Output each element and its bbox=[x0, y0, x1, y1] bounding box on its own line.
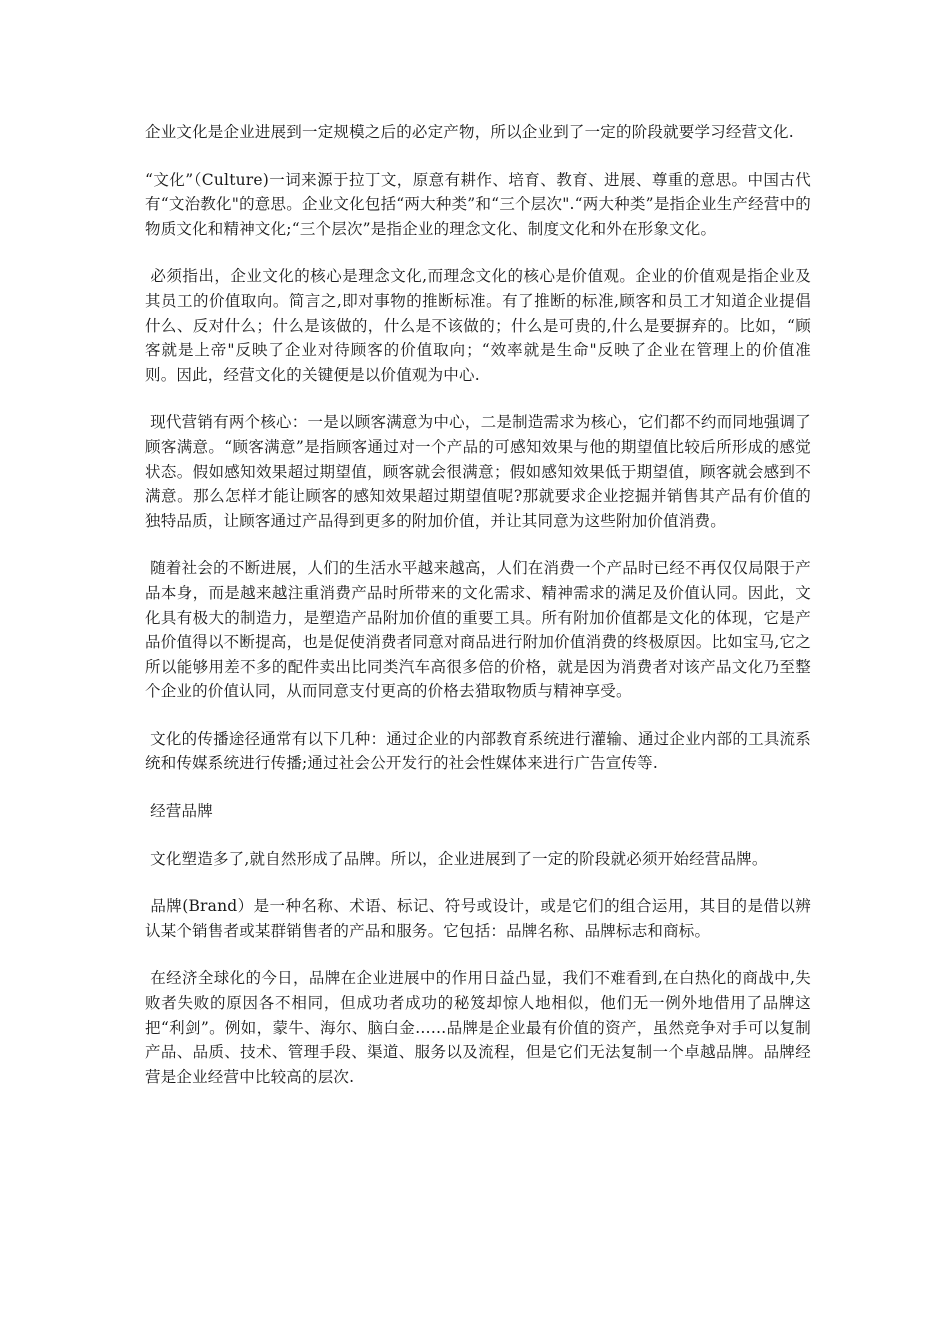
paragraph-2: “文化”（Culture)一词来源于拉丁文，原意有耕作、培育、教育、进展、尊重的意思。中国古代有“文治教化"的意思。企业文化包括“两大种类”和“三个层次".“两大种类”是指企业生产经营中的物质文化和精神文化;“三个层次”是指企业的理念文化、制度文化和外在形象文化。 bbox=[145, 170, 811, 238]
paragraph-7: 文化塑造多了,就自然形成了品牌。所以，企业进展到了一定的阶段就必须开始经营品牌。 bbox=[145, 849, 768, 868]
paragraph-9: 在经济全球化的今日，品牌在企业进展中的作用日益凸显，我们不难看到,在白热化的商战中,失败者失败的原因各不相同，但成功者成功的秘笈却惊人地相似，他们无一例外地借用了品牌这把“利剑”。例如，蒙牛、海尔、脑白金……品牌是企业最有价值的资产，虽然竞争对手可以复制产品、品质、技术、管理手段、渠道、服务以及流程，但是它们无法复制一个卓越品牌。品牌经营是企业经营中比较高的层次. bbox=[145, 969, 811, 1086]
paragraph-3: 必须指出，企业文化的核心是理念文化,而理念文化的核心是价值观。企业的价值观是指企业及其员工的价值取向。简言之,即对事物的推断标准。有了推断的标准,顾客和员工才知道企业提倡什么、反对什么；什么是该做的，什么是不该做的；什么是可贵的,什么是要摒弃的。比如，“顾客就是上帝"反映了企业对待顾客的价值取向；“效率就是生命"反映了企业在管理上的价值准则。因此，经营文化的关键便是以价值观为中心. bbox=[145, 267, 811, 384]
paragraph-8: 品牌(Brand）是一种名称、术语、标记、符号或设计，或是它们的组合运用，其目的是借以辨认某个销售者或某群销售者的产品和服务。它包括：品牌名称、品牌标志和商标。 bbox=[145, 897, 811, 940]
document-page bbox=[145, 120, 811, 1112]
paragraph-4: 现代营销有两个核心：一是以顾客满意为中心，二是制造需求为核心，它们都不约而同地强调了顾客满意。“顾客满意”是指顾客通过对一个产品的可感知效果与他的期望值比较后所形成的感觉状态。假如感知效果超过期望值，顾客就会很满意；假如感知效果低于期望值，顾客就会感到不满意。那么怎样才能让顾客的感知效果超过期望值呢?那就要求企业挖掘并销售其产品有价值的独特品质，让顾客通过产品得到更多的附加价值，并让其同意为这些附加价值消费。 bbox=[145, 413, 811, 530]
paragraph-6: 文化的传播途径通常有以下几种：通过企业的内部教育系统进行灌输、通过企业内部的工具流系统和传媒系统进行传播;通过社会公开发行的社会性媒体来进行广告宣传等. bbox=[145, 729, 811, 773]
section-heading: 经营品牌 bbox=[145, 802, 213, 821]
paragraph-5: 随着社会的不断进展，人们的生活水平越来越高，人们在消费一个产品时已经不再仅仅局限于产品本身，而是越来越注重消费产品时所带来的文化需求、精神需求的满足及价值认同。因此，文化具有极大的制造力，是塑造产品附加价值的重要工具。所有附加价值都是文化的体现，它是产品价值得以不断提高，也是促使消费者同意对商品进行附加价值消费的终极原因。比如宝马,它之所以能够用差不多的配件卖出比同类汽车高很多倍的价格，就是因为消费者对该产品文化乃至整个企业的价值认同，从而同意支付更高的价格去猎取物质与精神享受。 bbox=[145, 559, 811, 701]
paragraph-1: 企业文化是企业进展到一定规模之后的必定产物，所以企业到了一定的阶段就要学习经营文化. bbox=[145, 123, 794, 141]
